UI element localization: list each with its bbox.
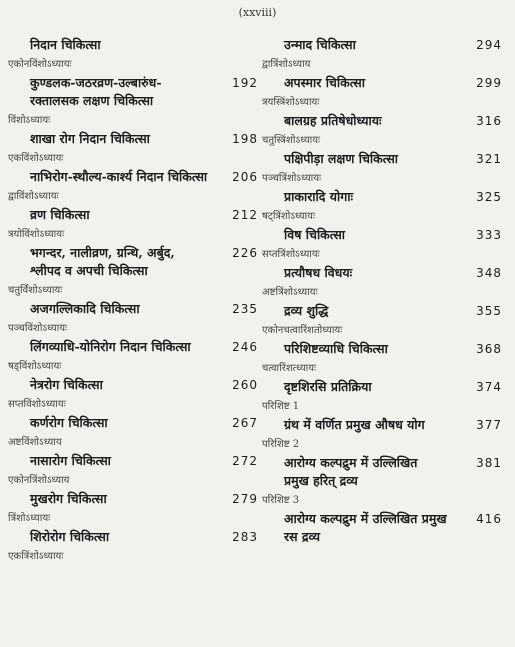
chapter-label: सप्तत्रिंशोऽध्यायः — [262, 249, 320, 260]
entry-title: अपस्मार चिकित्सा — [284, 75, 365, 90]
entry-title: नासारोग चिकित्सा — [30, 453, 111, 468]
chapter-label: चत्वारिंशत्ध्यायः — [262, 363, 317, 374]
page-number: 226 — [232, 246, 258, 260]
chapter-label: एकविंशोऽध्यायः — [8, 153, 64, 164]
chapter-label: त्रयस्त्रिंशोऽध्यायः — [262, 97, 320, 108]
toc-entry[interactable] — [8, 300, 258, 318]
chapter-label: चतुर्विंशोऽध्यायः — [8, 285, 63, 296]
entry-title: अजगल्लिकादि चिकित्सा — [30, 301, 140, 316]
entry-title: भगन्दर, नालीव्रण, ग्रन्थि, अर्बुद, श्लीपद व अपची चिकित्सा — [30, 245, 175, 278]
page-number: 416 — [476, 512, 502, 526]
chapter-label: अष्टत्रिंशोऽध्यायः — [262, 287, 318, 298]
toc-entry[interactable] — [8, 338, 258, 356]
page-number: 299 — [476, 76, 502, 90]
page-number: 283 — [232, 530, 258, 544]
toc-entry[interactable] — [262, 264, 502, 282]
chapter-label: सप्तविंशोऽध्यायः — [8, 399, 66, 410]
entry-title: कर्णरोग चिकित्सा — [30, 415, 108, 430]
entry-title: मुखरोग चिकित्सा — [30, 491, 107, 506]
page-number: 267 — [232, 416, 258, 430]
toc-left-column — [8, 36, 258, 566]
entry-title: नाभिरोग-स्थौल्य-कार्श्य निदान चिकित्सा — [30, 169, 208, 184]
toc-entry[interactable] — [8, 130, 258, 148]
page-number: 316 — [476, 114, 502, 128]
page-number: 377 — [476, 418, 502, 432]
chapter-label: षट्त्रिंशोऽध्यायः — [262, 211, 315, 222]
entry-title: कुण्डलक-जठरव्रण-उल्बारुंध- रक्तालसक लक्षण चिकित्सा — [30, 75, 162, 108]
toc-entry[interactable] — [8, 376, 258, 394]
entry-title: लिंगव्याधि-योनिरोग निदान चिकित्सा — [30, 339, 191, 354]
toc-entry[interactable] — [8, 206, 258, 224]
entry-title: व्रण चिकित्सा — [30, 207, 90, 222]
entry-title: प्रत्यौषध विधयः — [284, 265, 353, 280]
entry-title: दृष्टशिरसि प्रतिक्रिया — [284, 379, 372, 394]
chapter-label: परिशिष्ट 2 — [262, 439, 300, 450]
chapter-label: एकत्रिंशोऽध्यायः — [8, 551, 64, 562]
entry-title: शाखा रोग निदान चिकित्सा — [30, 131, 150, 146]
toc-entry[interactable] — [8, 490, 258, 508]
page-number: 279 — [232, 492, 258, 506]
toc-entry[interactable] — [262, 416, 502, 434]
page-number: 260 — [232, 378, 258, 392]
page-number: 333 — [476, 228, 502, 242]
toc-right-column — [262, 36, 502, 548]
page-number: 246 — [232, 340, 258, 354]
page-number: 348 — [476, 266, 502, 280]
page-number: 381 — [476, 456, 502, 470]
entry-title: नेत्ररोग चिकित्सा — [30, 377, 103, 392]
toc-entry[interactable] — [262, 74, 502, 92]
chapter-label: द्वाविंशोऽध्यायः — [8, 191, 59, 202]
page-number: 321 — [476, 152, 502, 166]
entry-title: आरोग्य कल्पद्रुम में उल्लिखित प्रमुख हरित् द्रव्य — [284, 455, 418, 488]
toc-entry[interactable] — [8, 36, 258, 54]
page-number: 198 — [232, 132, 258, 146]
page-number: 368 — [476, 342, 502, 356]
toc-entry[interactable] — [262, 378, 502, 396]
toc-entry[interactable] — [262, 112, 502, 130]
toc-entry[interactable] — [262, 150, 502, 168]
entry-title: पक्षिपीड़ा लक्षण चिकित्सा — [284, 151, 399, 166]
entry-title: बालग्रह प्रतिषेधोध्यायः — [284, 113, 382, 128]
chapter-label: अष्टविंशोऽध्याय — [8, 437, 62, 448]
chapter-label: षड्विंशोऽध्यायः — [8, 361, 62, 372]
chapter-label: परिशिष्ट 1 — [262, 401, 300, 412]
toc-entry[interactable] — [262, 454, 502, 490]
entry-title: आरोग्य कल्पद्रुम में उल्लिखित प्रमुख रस द्रव्य — [284, 511, 447, 544]
toc-entry[interactable] — [262, 226, 502, 244]
chapter-label: द्वात्रिंशोऽध्याय — [262, 59, 311, 70]
page-number: 272 — [232, 454, 258, 468]
entry-title: ग्रंथ में वर्णित प्रमुख औषध योग — [284, 417, 425, 432]
page-number: 206 — [232, 170, 258, 184]
chapter-label: विंशोऽध्यायः — [8, 115, 51, 126]
page-number: 374 — [476, 380, 502, 394]
chapter-label: पञ्चविंशोऽध्यायः — [8, 323, 68, 334]
toc-entry[interactable] — [8, 452, 258, 470]
chapter-label: एकोनत्रिंशोऽध्याय — [8, 475, 70, 486]
toc-entry[interactable] — [8, 74, 258, 110]
page-number: 212 — [232, 208, 258, 222]
chapter-label: त्रयोविंशोऽध्यायः — [8, 229, 65, 240]
entry-title: निदान चिकित्सा — [30, 37, 101, 52]
entry-title: द्रव्य शुद्धि — [284, 303, 329, 318]
toc-entry[interactable] — [262, 188, 502, 206]
chapter-label: त्रिंशोऽध्यायः — [8, 513, 51, 524]
toc-entry[interactable] — [262, 340, 502, 358]
chapter-label: परिशिष्ट 3 — [262, 495, 300, 506]
page-number: 325 — [476, 190, 502, 204]
toc-entry[interactable] — [8, 528, 258, 546]
toc-entry[interactable] — [8, 244, 258, 280]
page-number: 235 — [232, 302, 258, 316]
toc-entry[interactable] — [262, 510, 502, 546]
chapter-label: एकोनविंशोऽध्यायः — [8, 59, 72, 70]
entry-title: परिशिष्टव्याधि चिकित्सा — [284, 341, 388, 356]
chapter-label: पञ्चत्रिंशोऽध्यायः — [262, 173, 322, 184]
entry-title: प्राकारादि योगाः — [284, 189, 354, 204]
page-number-header: (xxviii) — [238, 6, 277, 19]
toc-entry[interactable] — [262, 36, 502, 54]
entry-title: उन्माद चिकित्सा — [284, 37, 356, 52]
toc-entry[interactable] — [8, 414, 258, 432]
page-number: 294 — [476, 38, 502, 52]
page-number: 355 — [476, 304, 502, 318]
toc-entry[interactable] — [8, 168, 258, 186]
entry-title: शिरोरोग चिकित्सा — [30, 529, 110, 544]
toc-entry[interactable] — [262, 302, 502, 320]
page-number: 192 — [232, 76, 258, 90]
chapter-label: चतुस्त्रिंशोऽध्यायः — [262, 135, 321, 146]
chapter-label: एकोनचत्वारिंशतोध्यायः — [262, 325, 343, 336]
entry-title: विष चिकित्सा — [284, 227, 346, 242]
